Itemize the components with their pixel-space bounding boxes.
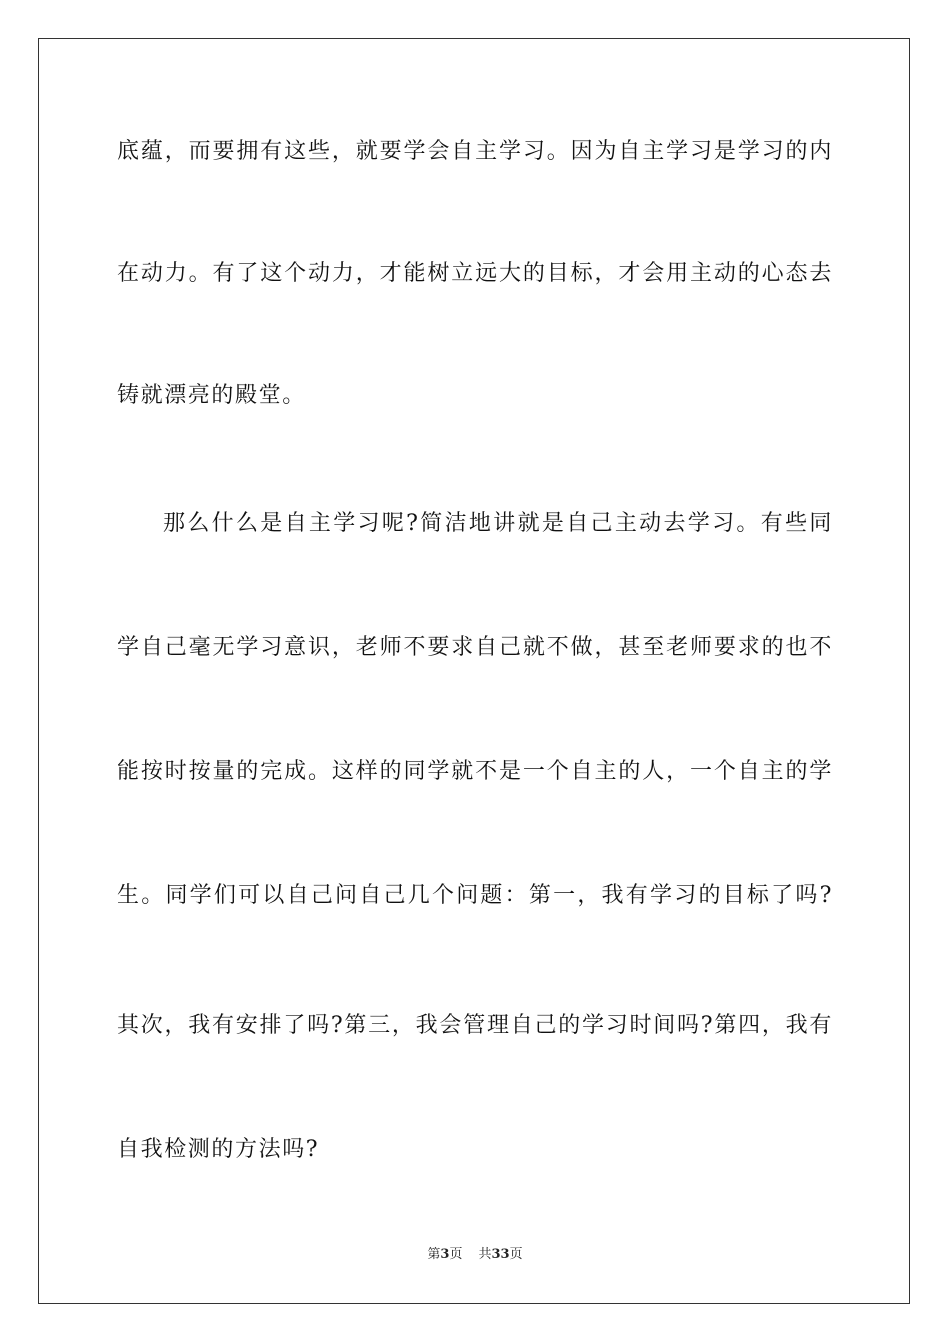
total-suffix: 页 — [509, 1247, 523, 1262]
page-prefix: 第 — [427, 1247, 441, 1262]
text-line: 能按时按量的完成。这样的同学就不是一个自主的人，一个自主的学 — [117, 759, 833, 784]
total-pages: 33 — [491, 1247, 510, 1262]
total-prefix: 共 — [478, 1247, 492, 1262]
text-line: 铸就漂亮的殿堂。 — [117, 383, 306, 408]
text-line-indented: 那么什么是自主学习呢?简洁地讲就是自己主动去学习。有些同 — [163, 511, 833, 536]
page-footer — [0, 1246, 950, 1264]
text-line: 底蕴，而要拥有这些，就要学会自主学习。因为自主学习是学习的内 — [117, 139, 833, 164]
text-line: 其次，我有安排了吗?第三，我会管理自己的学习时间吗?第四，我有 — [117, 1013, 833, 1038]
text-line: 学自己毫无学习意识，老师不要求自己就不做，甚至老师要求的也不 — [117, 635, 833, 660]
text-line: 生。同学们可以自己问自己几个问题：第一，我有学习的目标了吗? — [117, 883, 833, 908]
text-line: 自我检测的方法吗? — [117, 1137, 320, 1162]
page-suffix: 页 — [449, 1247, 463, 1262]
page-number: 3 — [440, 1247, 450, 1262]
page-border — [38, 38, 910, 1304]
text-line: 在动力。有了这个动力，才能树立远大的目标，才会用主动的心态去 — [117, 261, 833, 286]
